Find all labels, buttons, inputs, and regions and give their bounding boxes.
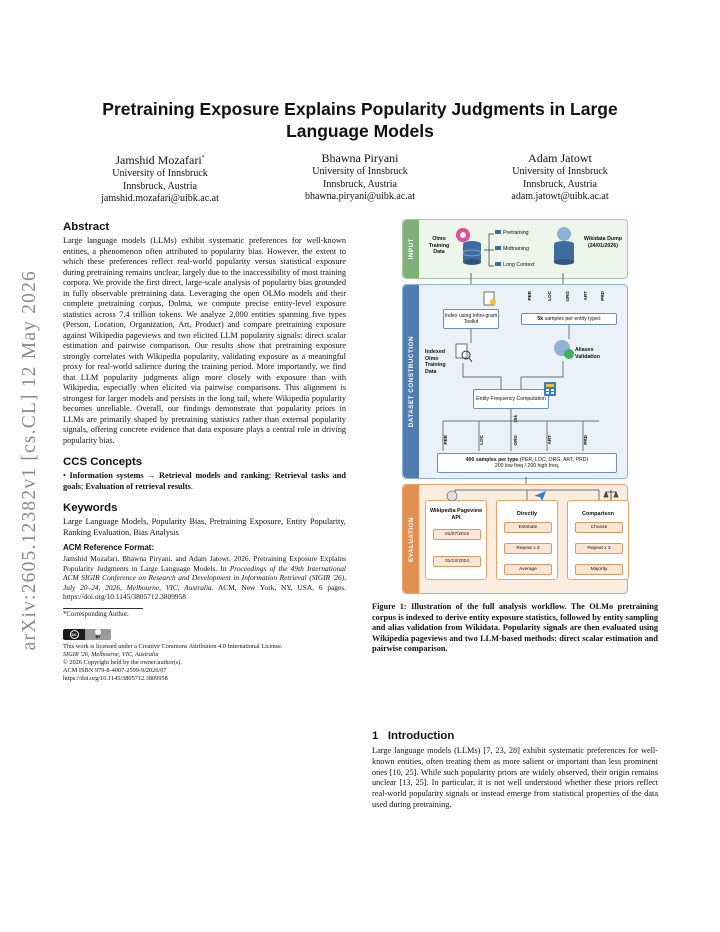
by-icon xyxy=(85,629,111,640)
acm-reference-venue: Proceedings of the 49th International ACM SIGIR Conference on Research and Development in Information Retrieval (SIGIR '26), July 20–24, 2026, Melbourne, VIC, Australia. xyxy=(63,563,346,592)
evaluation-label: EVALUATION xyxy=(407,516,415,562)
final-type-loc: LOC xyxy=(479,435,484,445)
count-25k: 25k xyxy=(513,415,518,423)
ccs-concept-2: Retrieval tasks and goals xyxy=(63,471,346,491)
author-3 xyxy=(460,151,660,204)
author-location: Innsbruck, Austria xyxy=(523,178,597,190)
samples-box: 5k samples per entity types xyxy=(521,313,617,325)
pairwise-comparison-box xyxy=(567,500,629,580)
stage-label: Pretraining xyxy=(503,230,529,236)
cc-icon-label: cc xyxy=(71,631,77,637)
aliases-validation-label: Aliases Validation xyxy=(575,347,601,360)
direct-estimation-box xyxy=(496,500,558,580)
comparison-step-repeat: Repeat x 3 xyxy=(575,543,623,554)
arxiv-identifier: arXiv:2605.12382v1 [cs.CL] 12 May 2026 xyxy=(19,269,40,651)
frequency-box: Entity Frequency Computation xyxy=(473,389,549,409)
stage-connector xyxy=(483,228,495,272)
input-band xyxy=(403,220,419,278)
ccs-concept-3: Evaluation of retrieval results xyxy=(85,481,191,491)
figure-caption-text: Figure 1: Illustration of the full analysis workflow. The OLMo pretraining corpus is indexed to derive entity exposure statistics, followed by entity sampling and alias validation from Wikidata. Popularity signals are then evaluated using Wikipedia pageviews and two LLM-based methods: direct scalar estimation and pairwise comparison. xyxy=(372,602,658,654)
author-email[interactable]: adam.jatowt@uibk.ac.at xyxy=(511,191,609,202)
input-label: INPUT xyxy=(407,238,415,260)
wikipedia-pageview-box xyxy=(425,500,487,580)
figure-caption xyxy=(372,602,658,655)
entity-type-prd: PRD xyxy=(600,291,605,301)
input-panel xyxy=(402,219,628,279)
intro-text: Large language models (LLMs) [7, 23, 28] exhibit systematic preferences for well-known entities, often treating them as more salient or important than less prominent ones [10, 25]. While such popularity priors are widely observed, their origin remains unclear [13, 25]. In particular, it is not well understood whether these priors reflect real-world popularity signals or instead emerge from statistical properties of the data used during pretraining. xyxy=(372,746,658,809)
acm-reference-heading: ACM Reference Format: xyxy=(63,543,155,552)
final-samples-types: (PER, LOC, ORG, ART, PRD) xyxy=(518,456,589,463)
entity-type-org: ORG xyxy=(565,291,570,302)
by-icon-label: BY xyxy=(95,635,101,640)
direct-step-repeat: Repeat x 3 xyxy=(504,543,552,554)
keywords-text: Large Language Models, Popularity Bias, Pretraining Exposure, Entity Popularity, Ranking Evaluation, Bias Analysis xyxy=(63,517,346,537)
section-number: 1 xyxy=(372,730,379,742)
stage-label: Midtraining xyxy=(503,246,529,252)
license-text: This work is licensed under a Creative Commons Attribution 4.0 International License. xyxy=(63,642,283,650)
database-icon xyxy=(455,226,485,270)
author-name: Jamshid Mozafari xyxy=(115,153,202,167)
final-type-art: ART xyxy=(547,435,552,445)
intro-heading xyxy=(372,729,658,743)
author-location: Innsbruck, Austria xyxy=(123,180,197,192)
author-affiliation: University of Innsbruck xyxy=(312,166,408,177)
ccs-separator: ; xyxy=(268,471,275,480)
final-type-org: ORG xyxy=(513,435,518,446)
final-samples-split: 200 low freq / 200 high freq. xyxy=(494,463,560,469)
comparison-step-choose: Choose xyxy=(575,522,623,533)
author-block xyxy=(60,151,660,213)
ccs-separator: ; xyxy=(80,481,86,491)
keywords-heading: Keywords xyxy=(63,502,118,514)
pageview-end-date: 31/12/2024 xyxy=(433,556,481,567)
abstract-heading: Abstract xyxy=(63,221,110,233)
ccs-concept-1: Information systems → Retrieval models and ranking xyxy=(69,471,269,480)
author-affiliation: University of Innsbruck xyxy=(112,168,208,179)
acm-reference-tail: ACM, New York, NY, USA, 6 pages. https://doi.org/10.1145/3805712.3809958 xyxy=(63,582,346,602)
author-email[interactable]: jamshid.mozafari@uibk.ac.at xyxy=(101,193,219,204)
construction-panel xyxy=(402,284,628,479)
left-column xyxy=(63,220,346,683)
construction-arrows xyxy=(403,285,629,480)
samples-count: 5k xyxy=(537,315,544,322)
copyright: © 2026 Copyright held by the owner/author(s). xyxy=(63,658,182,666)
stage-icon xyxy=(495,262,501,266)
footnote-rule xyxy=(63,608,143,609)
wikipedia-pageview-title: Wikipedia Pageview API xyxy=(429,508,483,521)
acm-reference-text xyxy=(63,554,346,602)
ccs-heading: CCS Concepts xyxy=(63,456,143,468)
comparison-step-majority: Majority xyxy=(575,564,623,575)
author-affiliation: University of Innsbruck xyxy=(512,166,608,177)
final-type-prd: PRD xyxy=(583,435,588,445)
stage-midtraining xyxy=(495,246,529,253)
indexed-data-label: Indexed Olmo Training Data xyxy=(425,349,446,375)
entity-type-art: ART xyxy=(583,291,588,301)
balance-scale-icon xyxy=(603,489,619,501)
paper-title: Pretraining Exposure Explains Popularity Judgments in Large Language Models xyxy=(102,99,618,141)
author-2 xyxy=(260,151,460,204)
wikipedia-icon xyxy=(445,490,459,502)
ccs-bullet: • xyxy=(63,471,66,480)
direct-step-estimate: Estimate xyxy=(504,522,552,533)
evaluation-panel xyxy=(402,484,628,594)
direct-step-average: Average xyxy=(504,564,552,575)
paper-plane-icon xyxy=(533,490,547,502)
entity-type-loc: LOC xyxy=(547,291,552,301)
stage-long-context xyxy=(495,262,535,269)
stage-pretraining xyxy=(495,230,529,237)
pageview-start-date: 01/07/2015 xyxy=(433,529,481,540)
wikidata-label: Wikidata Dump (24/01/2026) xyxy=(583,236,623,249)
author-email[interactable]: bhawna.piryani@uibk.ac.at xyxy=(304,191,415,202)
olmo-label: Olmo Training Data xyxy=(428,236,450,255)
ccs-end: . xyxy=(190,481,193,491)
isbn: ACM ISBN 979-8-4007-2599-9/2026/07 xyxy=(63,666,167,674)
stage-icon xyxy=(495,230,501,234)
author-1 xyxy=(60,151,260,206)
cc-license-badge[interactable] xyxy=(63,629,346,640)
workflow-figure xyxy=(402,219,630,594)
abstract-text: Large language models (LLMs) exhibit systematic preferences for well-known entities, a phenomenon often attributed to popularity bias. However, the extent to which these preferences reflect real-world popularity versus statistical exposure during pretraining remains unclear, largely due to the inaccessibility of most training corpora. We provide the first direct, large-scale analysis of popularity bias grounded in fully observable pretraining data. Leveraging the open OLMo models and their complete pretraining corpus, Dolma, we compute precise entity-level exposure statistics across 7.4 trillion tokens. We analyze 2,000 entities spanning five types (Person, Location, Organization, Art, Product) and compare pretraining exposure against Wikipedia pageviews and two elicited LLM popularity signals: direct scalar estimation and pairwise comparison. Our results show that pretraining exposure strongly correlates with Wikipedia popularity, validating exposure as a meaningful proxy for real-world salience during the training period. More importantly, we find that LLM popularity judgments align more closely with exposure than with Wikipedia, especially when elicited via pairwise comparisons. This alignment is strongest for larger models and persists in the long tail, where Wikipedia popularity becomes unreliable. Overall, our findings demonstrate that popularity priors in LLMs are primarily shaped by pretraining statistics rather than external popularity signals, offering concrete evidence that data exposure plays a central role in driving popularity bias. xyxy=(63,236,346,445)
doi-link[interactable]: https://doi.org/10.1145/3805712.3809958 xyxy=(63,674,168,682)
author-name: Adam Jatowt xyxy=(528,151,592,165)
direct-estimation-title: Directly xyxy=(516,511,538,517)
ccs-text xyxy=(63,471,346,492)
final-type-per: PER xyxy=(443,435,448,445)
final-samples-count: 400 samples per type xyxy=(465,456,519,463)
section-title: Introduction xyxy=(387,730,455,742)
author-location: Innsbruck, Austria xyxy=(323,178,397,190)
stage-label: Long Context xyxy=(503,262,535,268)
construction-label: DATASET CONSTRUCTION xyxy=(407,335,415,428)
acm-reference-authors: Jamshid Mozafari, Bhawna Piryani, and Adam Jatowt. 2026. Pretraining Exposure Explains Popularity Judgments in Large Language Models. In xyxy=(63,554,346,573)
footnote: *Corresponding Author. xyxy=(63,610,129,618)
cc-icon xyxy=(63,629,85,640)
pairwise-comparison-title: Comparison xyxy=(581,511,615,517)
index-box: Index using Infini-gram Toolkit xyxy=(443,309,499,329)
entity-type-per: PER xyxy=(527,291,532,301)
author-name: Bhawna Piryani xyxy=(321,151,399,165)
license-venue: SIGIR '26, Melbourne, VIC, Australia xyxy=(63,650,159,658)
corresponding-mark: * xyxy=(201,155,205,161)
right-column-intro xyxy=(372,729,658,811)
wikidata-database-icon xyxy=(551,226,577,268)
stage-icon xyxy=(495,246,501,250)
